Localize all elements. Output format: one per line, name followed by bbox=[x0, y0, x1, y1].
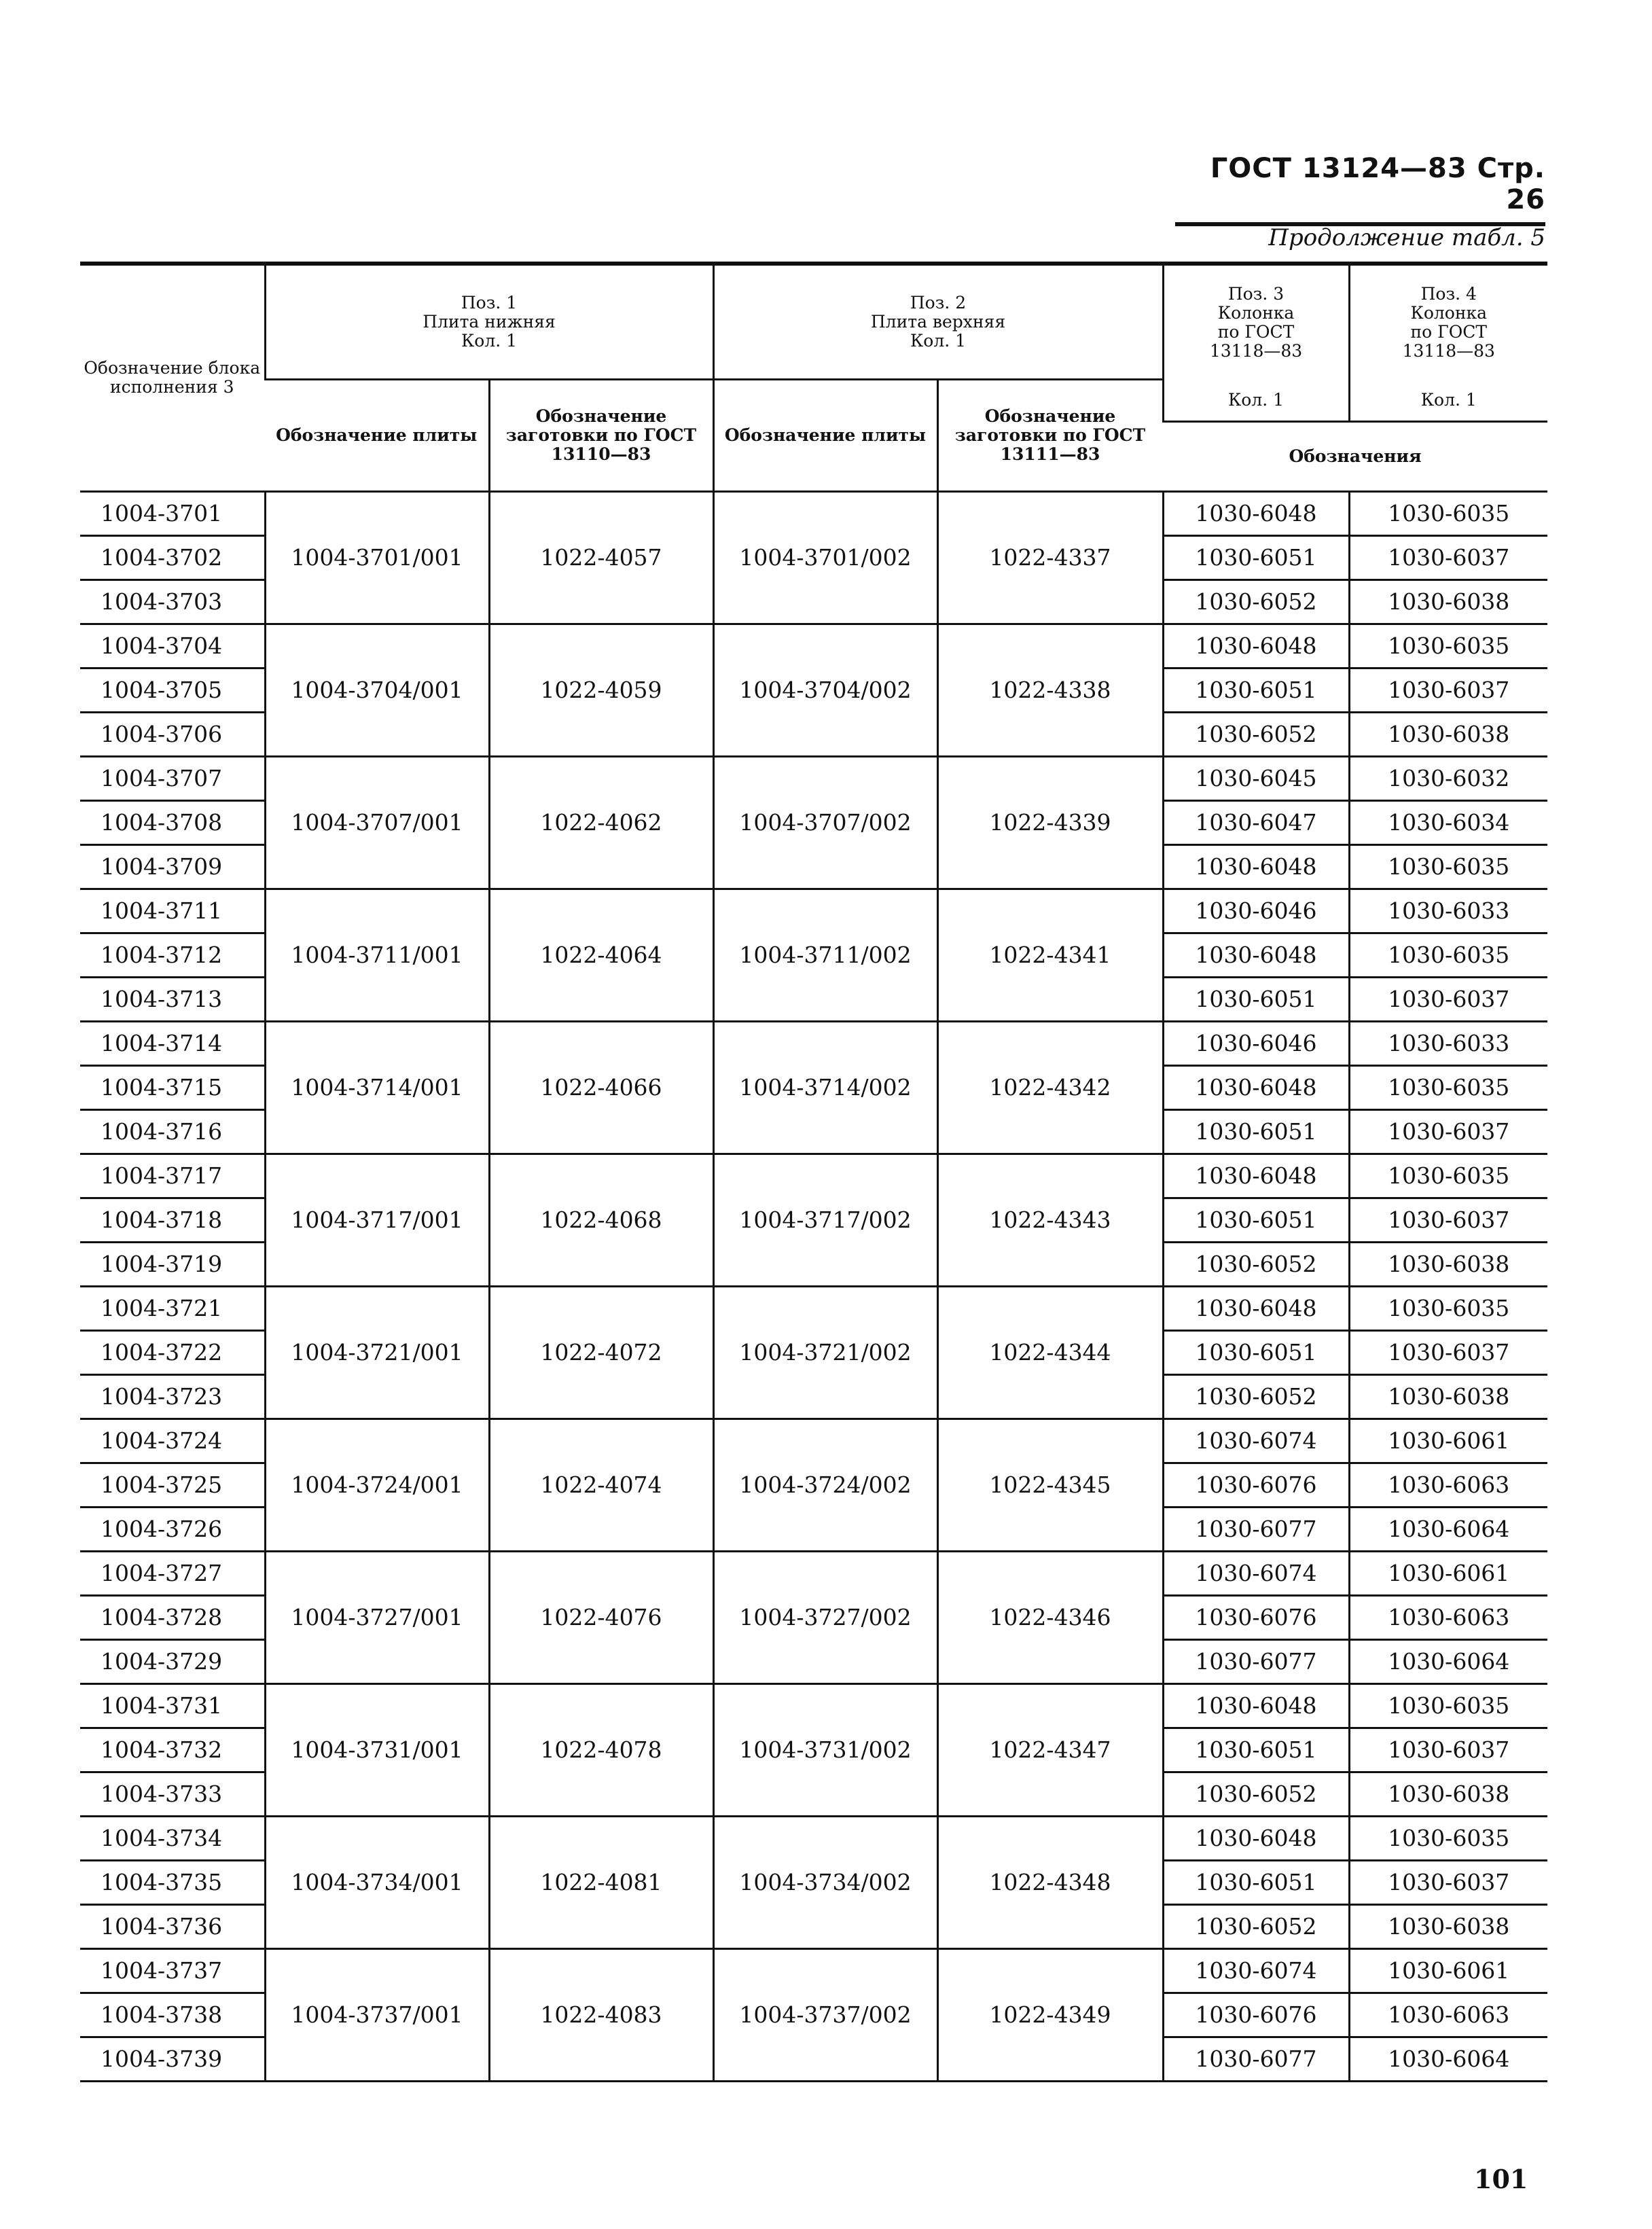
block-code: 1004-3739 bbox=[80, 2037, 265, 2081]
column-pos4-code: 1030-6037 bbox=[1349, 535, 1547, 579]
block-code: 1004-3722 bbox=[80, 1330, 265, 1374]
block-code: 1004-3708 bbox=[80, 800, 265, 844]
block-code: 1004-3733 bbox=[80, 1772, 265, 1816]
lower-blank-code: 1022-4078 bbox=[489, 1683, 713, 1816]
block-code: 1004-3719 bbox=[80, 1242, 265, 1286]
header-pos1: Поз. 1 Плита нижняя Кол. 1 bbox=[265, 264, 713, 380]
column-pos3-code: 1030-6048 bbox=[1163, 933, 1349, 977]
column-pos3-code: 1030-6051 bbox=[1163, 668, 1349, 712]
column-pos4-code: 1030-6038 bbox=[1349, 1242, 1547, 1286]
block-code: 1004-3704 bbox=[80, 624, 265, 668]
upper-blank-code: 1022-4344 bbox=[937, 1286, 1163, 1419]
column-pos3-code: 1030-6074 bbox=[1163, 1419, 1349, 1463]
upper-plate-code: 1004-3737/002 bbox=[713, 1948, 937, 2081]
header-upper-blank: Обозначение заготовки по ГОСТ 13111—83 bbox=[937, 380, 1163, 491]
block-code: 1004-3714 bbox=[80, 1021, 265, 1065]
upper-blank-code: 1022-4346 bbox=[937, 1551, 1163, 1683]
column-pos3-code: 1030-6048 bbox=[1163, 1286, 1349, 1330]
column-pos3-code: 1030-6048 bbox=[1163, 1154, 1349, 1198]
lower-blank-code: 1022-4081 bbox=[489, 1816, 713, 1948]
upper-plate-code: 1004-3724/002 bbox=[713, 1419, 937, 1551]
lower-blank-code: 1022-4076 bbox=[489, 1551, 713, 1683]
upper-plate-code: 1004-3711/002 bbox=[713, 889, 937, 1021]
column-pos3-code: 1030-6048 bbox=[1163, 491, 1349, 535]
column-pos3-code: 1030-6051 bbox=[1163, 977, 1349, 1021]
column-pos4-code: 1030-6038 bbox=[1349, 1772, 1547, 1816]
block-code: 1004-3717 bbox=[80, 1154, 265, 1198]
block-code: 1004-3725 bbox=[80, 1463, 265, 1507]
upper-blank-code: 1022-4343 bbox=[937, 1154, 1163, 1286]
column-pos4-code: 1030-6037 bbox=[1349, 977, 1547, 1021]
column-pos4-code: 1030-6038 bbox=[1349, 579, 1547, 624]
column-pos3-code: 1030-6074 bbox=[1163, 1551, 1349, 1595]
column-pos3-code: 1030-6052 bbox=[1163, 579, 1349, 624]
block-code: 1004-3731 bbox=[80, 1683, 265, 1728]
column-pos4-code: 1030-6061 bbox=[1349, 1419, 1547, 1463]
lower-plate-code: 1004-3707/001 bbox=[265, 756, 489, 889]
table-row bbox=[80, 756, 1547, 800]
header-designations: Обозначения bbox=[1163, 421, 1547, 491]
column-pos3-code: 1030-6048 bbox=[1163, 624, 1349, 668]
column-pos4-code: 1030-6037 bbox=[1349, 1330, 1547, 1374]
block-code: 1004-3713 bbox=[80, 977, 265, 1021]
column-pos4-code: 1030-6037 bbox=[1349, 1109, 1547, 1154]
upper-plate-code: 1004-3717/002 bbox=[713, 1154, 937, 1286]
table-caption: Продолжение табл. 5 bbox=[1268, 224, 1545, 251]
block-code: 1004-3723 bbox=[80, 1374, 265, 1419]
column-pos3-code: 1030-6051 bbox=[1163, 1860, 1349, 1904]
block-code: 1004-3738 bbox=[80, 1993, 265, 2037]
lower-plate-code: 1004-3721/001 bbox=[265, 1286, 489, 1419]
block-code: 1004-3703 bbox=[80, 579, 265, 624]
lower-plate-code: 1004-3714/001 bbox=[265, 1021, 489, 1154]
lower-blank-code: 1022-4057 bbox=[489, 491, 713, 624]
column-pos3-code: 1030-6051 bbox=[1163, 1728, 1349, 1772]
block-code: 1004-3726 bbox=[80, 1507, 265, 1551]
header-lower-blank: Обозначение заготовки по ГОСТ 13110—83 bbox=[489, 380, 713, 491]
column-pos3-code: 1030-6077 bbox=[1163, 1507, 1349, 1551]
block-code: 1004-3711 bbox=[80, 889, 265, 933]
block-code: 1004-3735 bbox=[80, 1860, 265, 1904]
table-row bbox=[80, 1683, 1547, 1728]
lower-blank-code: 1022-4059 bbox=[489, 624, 713, 756]
upper-blank-code: 1022-4337 bbox=[937, 491, 1163, 624]
table-row bbox=[80, 1286, 1547, 1330]
column-pos3-code: 1030-6076 bbox=[1163, 1595, 1349, 1639]
header-pos3: Поз. 3 Колонка по ГОСТ 13118—83 bbox=[1163, 264, 1349, 380]
column-pos4-code: 1030-6037 bbox=[1349, 668, 1547, 712]
column-pos4-code: 1030-6035 bbox=[1349, 1065, 1547, 1109]
header-block-designation: Обозначение блока исполнения 3 bbox=[80, 264, 265, 491]
page-number: 101 bbox=[1474, 2164, 1528, 2194]
upper-plate-code: 1004-3714/002 bbox=[713, 1021, 937, 1154]
block-code: 1004-3729 bbox=[80, 1639, 265, 1683]
column-pos3-code: 1030-6077 bbox=[1163, 2037, 1349, 2081]
column-pos3-code: 1030-6046 bbox=[1163, 1021, 1349, 1065]
block-code: 1004-3718 bbox=[80, 1198, 265, 1242]
table-row bbox=[80, 1419, 1547, 1463]
upper-plate-code: 1004-3704/002 bbox=[713, 624, 937, 756]
block-code: 1004-3702 bbox=[80, 535, 265, 579]
column-pos3-code: 1030-6052 bbox=[1163, 1242, 1349, 1286]
block-code: 1004-3727 bbox=[80, 1551, 265, 1595]
upper-plate-code: 1004-3721/002 bbox=[713, 1286, 937, 1419]
lower-plate-code: 1004-3734/001 bbox=[265, 1816, 489, 1948]
column-pos4-code: 1030-6038 bbox=[1349, 712, 1547, 756]
column-pos4-code: 1030-6037 bbox=[1349, 1728, 1547, 1772]
lower-plate-code: 1004-3704/001 bbox=[265, 624, 489, 756]
column-pos3-code: 1030-6076 bbox=[1163, 1463, 1349, 1507]
lower-blank-code: 1022-4064 bbox=[489, 889, 713, 1021]
column-pos3-code: 1030-6051 bbox=[1163, 1109, 1349, 1154]
header-lower-plate: Обозначение плиты bbox=[265, 380, 489, 491]
upper-plate-code: 1004-3707/002 bbox=[713, 756, 937, 889]
column-pos4-code: 1030-6034 bbox=[1349, 800, 1547, 844]
column-pos4-code: 1030-6035 bbox=[1349, 1816, 1547, 1860]
column-pos4-code: 1030-6035 bbox=[1349, 1154, 1547, 1198]
column-pos4-code: 1030-6035 bbox=[1349, 933, 1547, 977]
column-pos4-code: 1030-6035 bbox=[1349, 844, 1547, 889]
column-pos3-code: 1030-6045 bbox=[1163, 756, 1349, 800]
block-code: 1004-3716 bbox=[80, 1109, 265, 1154]
table-row bbox=[80, 889, 1547, 933]
table-body bbox=[80, 491, 1547, 2081]
block-code: 1004-3732 bbox=[80, 1728, 265, 1772]
column-pos3-code: 1030-6051 bbox=[1163, 1330, 1349, 1374]
column-pos4-code: 1030-6035 bbox=[1349, 1286, 1547, 1330]
column-pos3-code: 1030-6074 bbox=[1163, 1948, 1349, 1993]
lower-plate-code: 1004-3724/001 bbox=[265, 1419, 489, 1551]
block-code: 1004-3712 bbox=[80, 933, 265, 977]
column-pos3-code: 1030-6051 bbox=[1163, 535, 1349, 579]
column-pos4-code: 1030-6063 bbox=[1349, 1993, 1547, 2037]
block-code: 1004-3737 bbox=[80, 1948, 265, 1993]
header-pos2: Поз. 2 Плита верхняя Кол. 1 bbox=[713, 264, 1163, 380]
column-pos4-code: 1030-6033 bbox=[1349, 889, 1547, 933]
column-pos3-code: 1030-6048 bbox=[1163, 844, 1349, 889]
column-pos4-code: 1030-6038 bbox=[1349, 1904, 1547, 1948]
table-row bbox=[80, 491, 1547, 535]
column-pos4-code: 1030-6035 bbox=[1349, 491, 1547, 535]
header-title: ГОСТ 13124—83 Стр. 26 bbox=[1210, 153, 1545, 215]
column-pos3-code: 1030-6051 bbox=[1163, 1198, 1349, 1242]
column-pos4-code: 1030-6038 bbox=[1349, 1374, 1547, 1419]
upper-plate-code: 1004-3734/002 bbox=[713, 1816, 937, 1948]
header-upper-plate: Обозначение плиты bbox=[713, 380, 937, 491]
upper-blank-code: 1022-4348 bbox=[937, 1816, 1163, 1948]
block-code: 1004-3706 bbox=[80, 712, 265, 756]
column-pos3-code: 1030-6076 bbox=[1163, 1993, 1349, 2037]
block-code: 1004-3701 bbox=[80, 491, 265, 535]
lower-plate-code: 1004-3727/001 bbox=[265, 1551, 489, 1683]
lower-plate-code: 1004-3711/001 bbox=[265, 889, 489, 1021]
table-row bbox=[80, 1021, 1547, 1065]
column-pos4-code: 1030-6064 bbox=[1349, 1639, 1547, 1683]
block-table bbox=[80, 262, 1547, 2082]
column-pos3-code: 1030-6052 bbox=[1163, 712, 1349, 756]
column-pos3-code: 1030-6052 bbox=[1163, 1772, 1349, 1816]
column-pos4-code: 1030-6063 bbox=[1349, 1595, 1547, 1639]
column-pos4-code: 1030-6061 bbox=[1349, 1551, 1547, 1595]
block-code: 1004-3724 bbox=[80, 1419, 265, 1463]
column-pos4-code: 1030-6061 bbox=[1349, 1948, 1547, 1993]
upper-blank-code: 1022-4341 bbox=[937, 889, 1163, 1021]
header-pos4: Поз. 4 Колонка по ГОСТ 13118—83 bbox=[1349, 264, 1547, 380]
block-code: 1004-3721 bbox=[80, 1286, 265, 1330]
lower-blank-code: 1022-4072 bbox=[489, 1286, 713, 1419]
column-pos3-code: 1030-6046 bbox=[1163, 889, 1349, 933]
column-pos4-code: 1030-6063 bbox=[1349, 1463, 1547, 1507]
upper-blank-code: 1022-4339 bbox=[937, 756, 1163, 889]
upper-blank-code: 1022-4347 bbox=[937, 1683, 1163, 1816]
column-pos4-code: 1030-6037 bbox=[1349, 1198, 1547, 1242]
header-kol-3: Кол. 1 bbox=[1163, 380, 1349, 422]
column-pos4-code: 1030-6035 bbox=[1349, 1683, 1547, 1728]
header-kol-4: Кол. 1 bbox=[1349, 380, 1547, 422]
table-row bbox=[80, 1948, 1547, 1993]
column-pos3-code: 1030-6048 bbox=[1163, 1683, 1349, 1728]
lower-plate-code: 1004-3701/001 bbox=[265, 491, 489, 624]
column-pos3-code: 1030-6052 bbox=[1163, 1904, 1349, 1948]
table-row bbox=[80, 1816, 1547, 1860]
column-pos4-code: 1030-6064 bbox=[1349, 1507, 1547, 1551]
table-row bbox=[80, 1154, 1547, 1198]
upper-plate-code: 1004-3731/002 bbox=[713, 1683, 937, 1816]
lower-plate-code: 1004-3717/001 bbox=[265, 1154, 489, 1286]
upper-plate-code: 1004-3701/002 bbox=[713, 491, 937, 624]
lower-blank-code: 1022-4062 bbox=[489, 756, 713, 889]
block-code: 1004-3709 bbox=[80, 844, 265, 889]
upper-plate-code: 1004-3727/002 bbox=[713, 1551, 937, 1683]
lower-blank-code: 1022-4066 bbox=[489, 1021, 713, 1154]
upper-blank-code: 1022-4349 bbox=[937, 1948, 1163, 2081]
block-code: 1004-3728 bbox=[80, 1595, 265, 1639]
column-pos4-code: 1030-6037 bbox=[1349, 1860, 1547, 1904]
lower-blank-code: 1022-4074 bbox=[489, 1419, 713, 1551]
column-pos3-code: 1030-6048 bbox=[1163, 1816, 1349, 1860]
page-header bbox=[1175, 153, 1545, 226]
block-code: 1004-3707 bbox=[80, 756, 265, 800]
lower-blank-code: 1022-4083 bbox=[489, 1948, 713, 2081]
block-code: 1004-3715 bbox=[80, 1065, 265, 1109]
upper-blank-code: 1022-4345 bbox=[937, 1419, 1163, 1551]
table-row bbox=[80, 1551, 1547, 1595]
table-row bbox=[80, 624, 1547, 668]
column-pos4-code: 1030-6064 bbox=[1349, 2037, 1547, 2081]
upper-blank-code: 1022-4342 bbox=[937, 1021, 1163, 1154]
lower-blank-code: 1022-4068 bbox=[489, 1154, 713, 1286]
column-pos3-code: 1030-6052 bbox=[1163, 1374, 1349, 1419]
block-code: 1004-3736 bbox=[80, 1904, 265, 1948]
upper-blank-code: 1022-4338 bbox=[937, 624, 1163, 756]
column-pos3-code: 1030-6048 bbox=[1163, 1065, 1349, 1109]
column-pos3-code: 1030-6077 bbox=[1163, 1639, 1349, 1683]
column-pos4-code: 1030-6035 bbox=[1349, 624, 1547, 668]
column-pos4-code: 1030-6033 bbox=[1349, 1021, 1547, 1065]
lower-plate-code: 1004-3731/001 bbox=[265, 1683, 489, 1816]
block-code: 1004-3705 bbox=[80, 668, 265, 712]
block-code: 1004-3734 bbox=[80, 1816, 265, 1860]
lower-plate-code: 1004-3737/001 bbox=[265, 1948, 489, 2081]
column-pos3-code: 1030-6047 bbox=[1163, 800, 1349, 844]
column-pos4-code: 1030-6032 bbox=[1349, 756, 1547, 800]
